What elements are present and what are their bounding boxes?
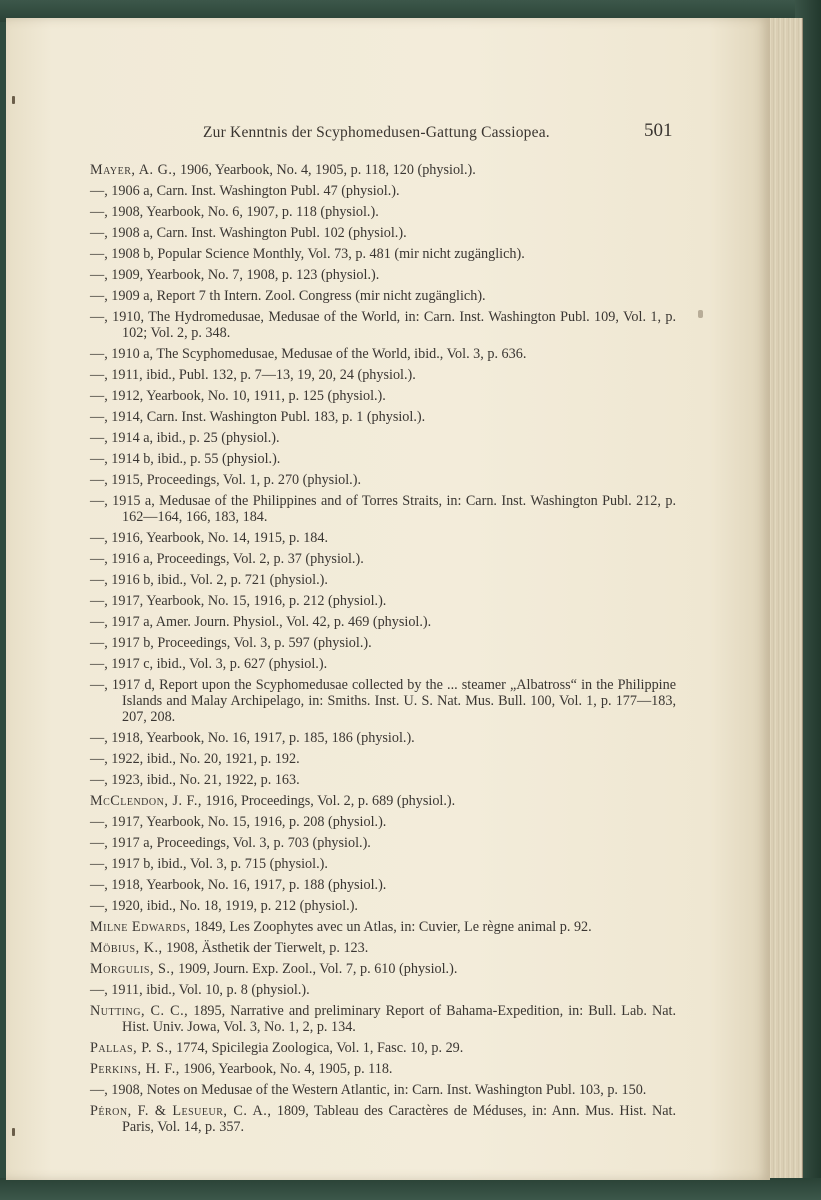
reference-text: —, 1915, Proceedings, Vol. 1, p. 270 (physiol.). [90, 472, 362, 488]
reference-author: Nutting, C. C., [90, 1003, 189, 1019]
reference-entry [90, 940, 676, 956]
running-title: Zur Kenntnis der Scyphomedusen-Gattung Cassiopea. [203, 124, 550, 141]
reference-text: —, 1920, ibid., No. 18, 1919, p. 212 (physiol.). [90, 898, 358, 914]
reference-entry [90, 451, 676, 467]
reference-text: —, 1917 d, Report upon the Scyphomedusae collected by the ... steamer „Albatross“ in the Philippine Islands and Malay Archipelago, in: Smiths. Inst. U. S. Nat. Mus. Bull. 100, Vol. 1, p. 177—183, 207, 208. [90, 677, 676, 725]
reference-text: —, 1915 a, Medusae of the Philippines and of Torres Straits, in: Carn. Inst. Washington Publ. 212, p. 162—164, 166, 183, 184. [90, 493, 676, 525]
reference-text: —, 1916 b, ibid., Vol. 2, p. 721 (physiol.). [90, 572, 328, 588]
reference-author: Morgulis, S., [90, 961, 175, 977]
reference-text: —, 1914, Carn. Inst. Washington Publ. 183, p. 1 (physiol.). [90, 409, 426, 425]
reference-text: —, 1917, Yearbook, No. 15, 1916, p. 212 (physiol.). [90, 593, 387, 609]
reference-entry [90, 204, 676, 220]
reference-entry [90, 793, 676, 809]
reference-text: —, 1917 b, Proceedings, Vol. 3, p. 597 (physiol.). [90, 635, 372, 651]
reference-entry [90, 656, 676, 672]
reference-entry [90, 751, 676, 767]
reference-entry [90, 614, 676, 630]
reference-text: —, 1922, ibid., No. 20, 1921, p. 192. [90, 751, 300, 767]
reference-entry [90, 835, 676, 851]
reference-entry [90, 1082, 676, 1098]
reference-text: 1909, Journ. Exp. Zool., Vol. 7, p. 610 (physiol.). [174, 961, 458, 977]
page-number: 501 [644, 120, 673, 141]
reference-text: 1906, Yearbook, No. 4, 1905, p. 118. [179, 1061, 393, 1077]
running-header [6, 122, 770, 146]
reference-entry [90, 288, 676, 304]
reference-text: —, 1917 b, ibid., Vol. 3, p. 715 (physiol.). [90, 856, 328, 872]
reference-text: —, 1916, Yearbook, No. 14, 1915, p. 184. [90, 530, 329, 546]
reference-text: —, 1917 c, ibid., Vol. 3, p. 627 (physiol.). [90, 656, 328, 672]
reference-entry [90, 346, 676, 362]
reference-text: —, 1910 a, The Scyphomedusae, Medusae of the World, ibid., Vol. 3, p. 636. [90, 346, 527, 362]
reference-text: —, 1916 a, Proceedings, Vol. 2, p. 37 (physiol.). [90, 551, 364, 567]
book-page [6, 18, 770, 1180]
reference-entry [90, 183, 676, 199]
reference-text: 1809, Tableau des Caractères de Méduses, in: Ann. Mus. Hist. Nat. Paris, Vol. 14, p. 357. [122, 1103, 676, 1135]
reference-author: Möbius, K., [90, 940, 163, 956]
reference-entry [90, 472, 676, 488]
reference-text: 1895, Narrative and preliminary Report of Bahama-Expedition, in: Bull. Lab. Nat. Hist. Univ. Jowa, Vol. 3, No. 1, 2, p. 134. [122, 1003, 676, 1035]
reference-entry [90, 982, 676, 998]
bibliography-list [90, 162, 676, 1140]
reference-text: 1774, Spicilegia Zoologica, Vol. 1, Fasc. 10, p. 29. [172, 1040, 464, 1056]
reference-text: 1849, Les Zoophytes avec un Atlas, in: Cuvier, Le règne animal p. 92. [190, 919, 592, 935]
reference-author: Milne Edwards, [90, 919, 191, 935]
reference-text: —, 1906 a, Carn. Inst. Washington Publ. 47 (physiol.). [90, 183, 400, 199]
reference-entry [90, 961, 676, 977]
reference-entry [90, 162, 676, 178]
reference-text: —, 1917 a, Amer. Journ. Physiol., Vol. 42, p. 469 (physiol.). [90, 614, 432, 630]
reference-entry [90, 530, 676, 546]
reference-author: Péron, F. & Lesueur, C. A., [90, 1103, 272, 1119]
reference-entry [90, 877, 676, 893]
reference-entry [90, 730, 676, 746]
reference-text: —, 1911, ibid., Publ. 132, p. 7—13, 19, 20, 24 (physiol.). [90, 367, 416, 383]
reference-text: —, 1911, ibid., Vol. 10, p. 8 (physiol.). [90, 982, 310, 998]
reference-text: 1908, Ästhetik der Tierwelt, p. 123. [162, 940, 369, 956]
reference-text: 1906, Yearbook, No. 4, 1905, p. 118, 120 (physiol.). [176, 162, 476, 178]
reference-text: —, 1917 a, Proceedings, Vol. 3, p. 703 (physiol.). [90, 835, 371, 851]
reference-entry [90, 367, 676, 383]
reference-author: McClendon, J. F., [90, 793, 202, 809]
reference-entry [90, 593, 676, 609]
reference-text: —, 1908 a, Carn. Inst. Washington Publ. 102 (physiol.). [90, 225, 407, 241]
reference-entry [90, 225, 676, 241]
reference-entry [90, 1003, 676, 1035]
page-blemish [698, 310, 703, 318]
reference-entry [90, 772, 676, 788]
reference-text: —, 1908, Notes on Medusae of the Western Atlantic, in: Carn. Inst. Washington Publ. 103, p. 150. [90, 1082, 647, 1098]
reference-text: —, 1909, Yearbook, No. 7, 1908, p. 123 (physiol.). [90, 267, 380, 283]
reference-entry [90, 246, 676, 262]
reference-author: Mayer, A. G., [90, 162, 177, 178]
reference-text: 1916, Proceedings, Vol. 2, p. 689 (physiol.). [201, 793, 456, 809]
reference-entry [90, 572, 676, 588]
reference-text: —, 1909 a, Report 7 th Intern. Zool. Congress (mir nicht zugänglich). [90, 288, 486, 304]
reference-entry [90, 409, 676, 425]
reference-text: —, 1917, Yearbook, No. 15, 1916, p. 208 (physiol.). [90, 814, 387, 830]
reference-entry [90, 856, 676, 872]
reference-author: Pallas, P. S., [90, 1040, 173, 1056]
book-cover-bottom [0, 1178, 821, 1200]
reference-text: —, 1908, Yearbook, No. 6, 1907, p. 118 (physiol.). [90, 204, 379, 220]
reference-entry [90, 493, 676, 525]
reference-entry [90, 635, 676, 651]
reference-entry [90, 309, 676, 341]
reference-author: Perkins, H. F., [90, 1061, 180, 1077]
reference-text: —, 1914 b, ibid., p. 55 (physiol.). [90, 451, 281, 467]
reference-text: —, 1923, ibid., No. 21, 1922, p. 163. [90, 772, 300, 788]
reference-text: —, 1908 b, Popular Science Monthly, Vol. 73, p. 481 (mir nicht zugänglich). [90, 246, 525, 262]
reference-entry [90, 898, 676, 914]
reference-entry [90, 388, 676, 404]
reference-text: —, 1918, Yearbook, No. 16, 1917, p. 185, 186 (physiol.). [90, 730, 415, 746]
binding-mark [12, 1128, 15, 1136]
reference-entry [90, 430, 676, 446]
binding-mark [12, 96, 15, 104]
reference-entry [90, 1061, 676, 1077]
reference-text: —, 1918, Yearbook, No. 16, 1917, p. 188 (physiol.). [90, 877, 387, 893]
reference-entry [90, 267, 676, 283]
reference-text: —, 1912, Yearbook, No. 10, 1911, p. 125 (physiol.). [90, 388, 386, 404]
reference-entry [90, 1103, 676, 1135]
reference-entry [90, 919, 676, 935]
reference-entry [90, 677, 676, 725]
reference-text: —, 1914 a, ibid., p. 25 (physiol.). [90, 430, 280, 446]
reference-entry [90, 1040, 676, 1056]
reference-text: —, 1910, The Hydromedusae, Medusae of the World, in: Carn. Inst. Washington Publ. 109, Vol. 1, p. 102; Vol. 2, p. 348. [90, 309, 676, 341]
reference-entry [90, 551, 676, 567]
reference-entry [90, 814, 676, 830]
